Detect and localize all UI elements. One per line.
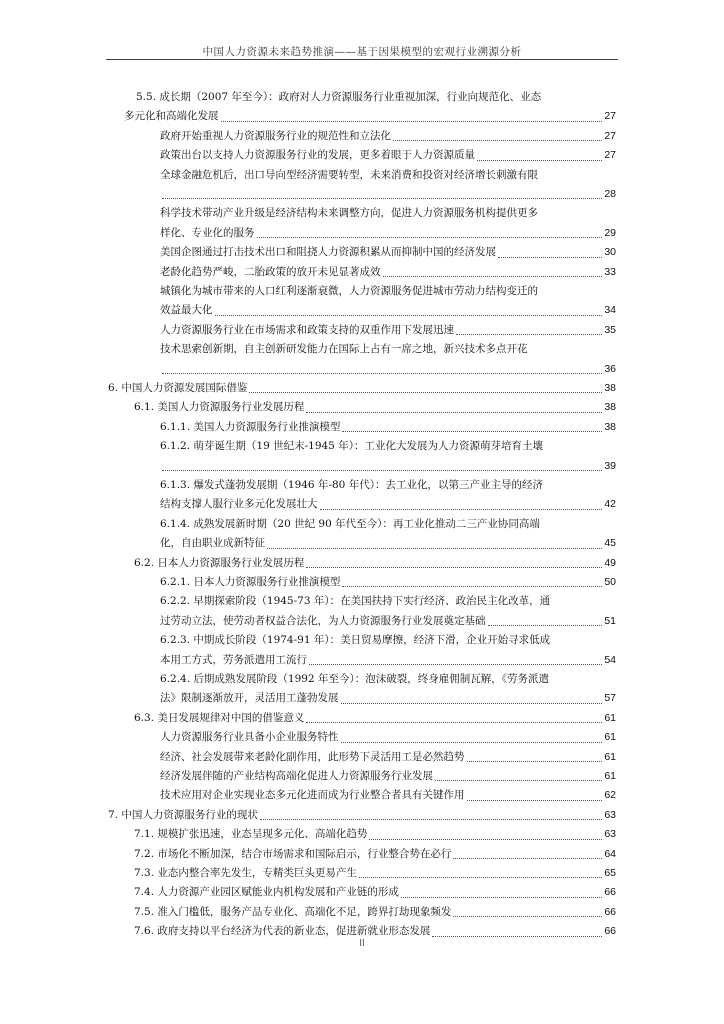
toc-entry-title: 6.2.2. 早期探索阶段（1945-73 年）：在美国扶持下实行经济、政治民主化改革，通 xyxy=(160,595,551,608)
toc-entry-title: 美国企图通过打击技术出口和阻挠人力资源积累从而抑制中国的经济发展 xyxy=(160,246,496,259)
toc-entry[interactable] xyxy=(108,379,616,398)
leader-dots xyxy=(260,819,602,820)
toc-entry-title-cont: 多元化和高端化发展 xyxy=(124,110,219,123)
toc-page-number: 54 xyxy=(604,653,616,666)
toc-entry[interactable] xyxy=(124,88,616,127)
toc-page-number: 27 xyxy=(604,129,616,142)
toc-entry[interactable] xyxy=(134,825,616,844)
toc-entry[interactable] xyxy=(160,631,616,670)
leader-dots xyxy=(249,392,602,393)
leader-dots xyxy=(432,936,602,937)
toc-page-number: 66 xyxy=(604,905,616,918)
leader-dots xyxy=(393,140,602,141)
toc-entry-title: 技术应用对企业实现业态多元化进而成为行业整合者具有关键作用 xyxy=(160,789,465,802)
leader-dots xyxy=(477,160,602,161)
leader-dots xyxy=(309,664,602,665)
toc-page-number: 28 xyxy=(604,187,616,200)
toc-entry[interactable] xyxy=(134,883,616,902)
toc-page-number: 35 xyxy=(604,323,616,336)
toc-entry-title-cont: 化，自由职业成新特征 xyxy=(160,537,265,550)
leader-dots xyxy=(341,703,603,704)
toc-entry-title-cont: 本用工方式，劳务派遣用工流行 xyxy=(160,653,307,666)
toc-entry[interactable] xyxy=(160,476,616,515)
toc-entry-title: 6.3. 美日发展规律对中国的借鉴意义 xyxy=(134,711,305,724)
toc-page-number: 29 xyxy=(604,226,616,239)
toc-entry-title: 科学技术带动产业升级是经济结构未来调整方向，促进人力资源服务机构提供更多 xyxy=(160,207,538,220)
toc-entry[interactable] xyxy=(160,321,616,340)
leader-dots xyxy=(488,625,603,626)
toc-entry-title: 政府开始重视人力资源服务行业的规范性和立法化 xyxy=(160,129,391,142)
toc-entry-title: 6.2.1. 日本人力资源服务行业推演模型 xyxy=(160,575,341,588)
toc-entry[interactable] xyxy=(160,786,616,805)
toc-page-number: 66 xyxy=(604,886,616,899)
toc-entry-title: 7.2. 市场化不断加深，结合市场需求和国际启示，行业整合势在必行 xyxy=(134,847,452,860)
toc-entry[interactable] xyxy=(160,748,616,767)
leader-dots xyxy=(453,916,602,917)
leader-dots xyxy=(498,257,602,258)
toc-page-number: 38 xyxy=(604,420,616,433)
leader-dots xyxy=(401,897,602,898)
toc-page-number: 66 xyxy=(604,925,616,938)
toc-page-number: 34 xyxy=(604,304,616,317)
toc-entry-title: 人力资源服务行业在市场需求和政策支持的双重作用下发展迅速 xyxy=(160,323,454,336)
toc-entry-title-cont: 效益最大化 xyxy=(160,304,213,317)
toc-entry[interactable] xyxy=(160,146,616,165)
toc-page-number: 38 xyxy=(604,401,616,414)
leader-dots xyxy=(267,548,602,549)
toc-entry-title: 7.4. 人力资源产业园区赋能业内机构发展和产业链的形成 xyxy=(134,886,399,899)
toc-entry-title-cont: 过劳动立法，使劳动者权益合法化，为人力资源服务行业发展奠定基础 xyxy=(160,614,486,627)
toc-page-number: 61 xyxy=(604,711,616,724)
toc-entry[interactable] xyxy=(160,282,616,321)
toc-page-number: 51 xyxy=(604,614,616,627)
toc-entry[interactable] xyxy=(108,806,616,825)
toc-entry-title: 经济、社会发展带来老龄化副作用，此形势下灵活用工是必然趋势 xyxy=(160,750,465,763)
toc-entry-title: 6.1. 美国人力资源服务行业发展历程 xyxy=(134,401,305,414)
leader-dots xyxy=(306,722,602,723)
toc-entry[interactable] xyxy=(160,243,616,262)
toc-entry-title: 7.6. 政府支持以平台经济为代表的新业态，促进新就业形态发展 xyxy=(134,925,431,938)
leader-dots xyxy=(456,334,602,335)
toc-entry-title: 7.3. 业态内整合率先发生，专精类巨头更易产生 xyxy=(134,866,357,879)
toc-entry-title: 全球金融危机后，出口导向型经济需要转型，未来消费和投资对经济增长刺激有限 xyxy=(160,168,538,181)
toc-page-number: 30 xyxy=(604,246,616,259)
toc-entry-title: 6.1.2. 萌芽诞生期（19 世纪末-1945 年）：工业化大发展为人力资源萌芽培育土壤 xyxy=(160,440,543,453)
leader-dots xyxy=(369,839,602,840)
toc-page-number: 42 xyxy=(604,498,616,511)
toc-entry-title-cont: 结构支撑人服行业多元化发展壮大 xyxy=(160,498,318,511)
toc-entry[interactable] xyxy=(160,515,616,554)
toc-entry[interactable] xyxy=(134,709,616,728)
leader-dots xyxy=(162,470,602,471)
toc-entry[interactable] xyxy=(160,728,616,747)
toc-page-number: 64 xyxy=(604,847,616,860)
toc-entry[interactable] xyxy=(160,592,616,631)
toc-entry[interactable] xyxy=(160,573,616,592)
toc-entry-title: 城镇化为城市带来的人口红利逐渐衰微，人力资源服务促进城市劳动力结构变迁的 xyxy=(160,284,538,297)
toc-page-number: 63 xyxy=(604,808,616,821)
toc-page-number: 61 xyxy=(604,750,616,763)
toc-entry-title: 6. 中国人力资源发展国际借鉴 xyxy=(108,381,248,394)
leader-dots xyxy=(306,567,602,568)
toc-entry[interactable] xyxy=(160,767,616,786)
leader-dots xyxy=(221,121,603,122)
leader-dots xyxy=(342,586,602,587)
toc-entry-title: 6.1.1. 美国人力资源服务行业推演模型 xyxy=(160,420,341,433)
toc-entry[interactable] xyxy=(134,398,616,417)
toc-page-number: 49 xyxy=(604,556,616,569)
toc-entry[interactable] xyxy=(160,166,616,205)
toc-entry-title: 7.1. 规模扩张迅速，业态呈现多元化、高端化趋势 xyxy=(134,828,368,841)
toc-entry-title: 6.2.3. 中期成长阶段（1974-91 年）：美日贸易摩擦，经济下滑，企业开始寻求低成 xyxy=(160,634,551,647)
leader-dots xyxy=(162,373,602,374)
toc-page-number: 45 xyxy=(604,537,616,550)
toc-page-number: 65 xyxy=(604,866,616,879)
leader-dots xyxy=(435,780,602,781)
leader-dots xyxy=(215,315,603,316)
toc-entry[interactable] xyxy=(160,263,616,282)
toc-page-number: 63 xyxy=(604,828,616,841)
leader-dots xyxy=(467,800,603,801)
toc-entry[interactable] xyxy=(160,127,616,146)
toc-entry[interactable] xyxy=(160,418,616,437)
leader-dots xyxy=(359,877,602,878)
leader-dots xyxy=(320,509,603,510)
toc-page-number: 39 xyxy=(604,459,616,472)
toc-page-number: 57 xyxy=(604,692,616,705)
toc-entry-title: 5.5. 成长期（2007 年至今）：政府对人力资源服务行业重视加深，行业向规范化、业态 xyxy=(136,90,542,103)
leader-dots xyxy=(162,198,602,199)
toc-page-number: 33 xyxy=(604,265,616,278)
running-title: 中国人力资源未来趋势推演——基于因果模型的宏观行业溯源分析 xyxy=(202,46,522,58)
toc-page-number: 50 xyxy=(604,575,616,588)
toc-entry-title: 技术思索创新期，自主创新研发能力在国际上占有一席之地，新兴技术多点开花 xyxy=(160,343,528,356)
toc-entry-title: 经济发展伴随的产业结构高端化促进人力资源服务行业发展 xyxy=(160,769,433,782)
toc-entry[interactable] xyxy=(160,437,616,476)
leader-dots xyxy=(383,276,603,277)
toc-page-number: 62 xyxy=(604,789,616,802)
page-footer-number: II xyxy=(359,938,365,949)
toc-entry-title-cont: 法》限制逐渐放开，灵活用工蓬勃发展 xyxy=(160,692,339,705)
toc-entry-title: 6.1.3. 爆发式蓬勃发展期（1946 年-80 年代）：去工业化，以第三产业主导的经济 xyxy=(160,478,543,491)
toc-entry-title-cont: 样化、专业化的服务 xyxy=(160,226,255,239)
toc-page-number: 27 xyxy=(604,149,616,162)
toc-page-number: 36 xyxy=(604,362,616,375)
leader-dots xyxy=(306,412,602,413)
leader-dots xyxy=(453,858,602,859)
toc-entry-title: 政策出台以支持人力资源服务行业的发展，更多着眼于人力资源质量 xyxy=(160,149,475,162)
toc-page-number: 27 xyxy=(604,110,616,123)
leader-dots xyxy=(467,761,603,762)
toc-entry-title: 6.2.4. 后期成熟发展阶段（1992 年至今）：泡沫破裂，终身雇佣制瓦解，《劳务派遣 xyxy=(160,672,549,685)
toc-entry-title: 老龄化趋势严峻，二胎政策的放开未见显著成效 xyxy=(160,265,381,278)
toc-entry[interactable] xyxy=(134,903,616,922)
toc-entry[interactable] xyxy=(160,340,616,379)
header-rule xyxy=(106,59,618,60)
leader-dots xyxy=(342,431,602,432)
toc-page-number: 61 xyxy=(604,731,616,744)
toc-entry-title: 6.1.4. 成熟发展新时期（20 世纪 90 年代至今）：再工业化推动二三产业协同高端 xyxy=(160,517,540,530)
toc-page-number: 38 xyxy=(604,381,616,394)
toc-entry-title: 7. 中国人力资源服务行业的现状 xyxy=(108,808,258,821)
leader-dots xyxy=(341,742,603,743)
toc-entry[interactable] xyxy=(160,204,616,243)
toc-entry[interactable] xyxy=(134,554,616,573)
toc-entry[interactable] xyxy=(134,845,616,864)
toc-entry-title: 6.2. 日本人力资源服务行业发展历程 xyxy=(134,556,305,569)
toc-page-number: 61 xyxy=(604,769,616,782)
toc-entry-title: 人力资源服务行业具备小企业服务特性 xyxy=(160,731,339,744)
leader-dots xyxy=(257,237,603,238)
toc-entry-title: 7.5. 准入门槛低，服务产品专业化、高端化不足，跨界打劫现象频发 xyxy=(134,905,452,918)
toc-entry[interactable] xyxy=(160,670,616,709)
toc-entry[interactable] xyxy=(134,864,616,883)
